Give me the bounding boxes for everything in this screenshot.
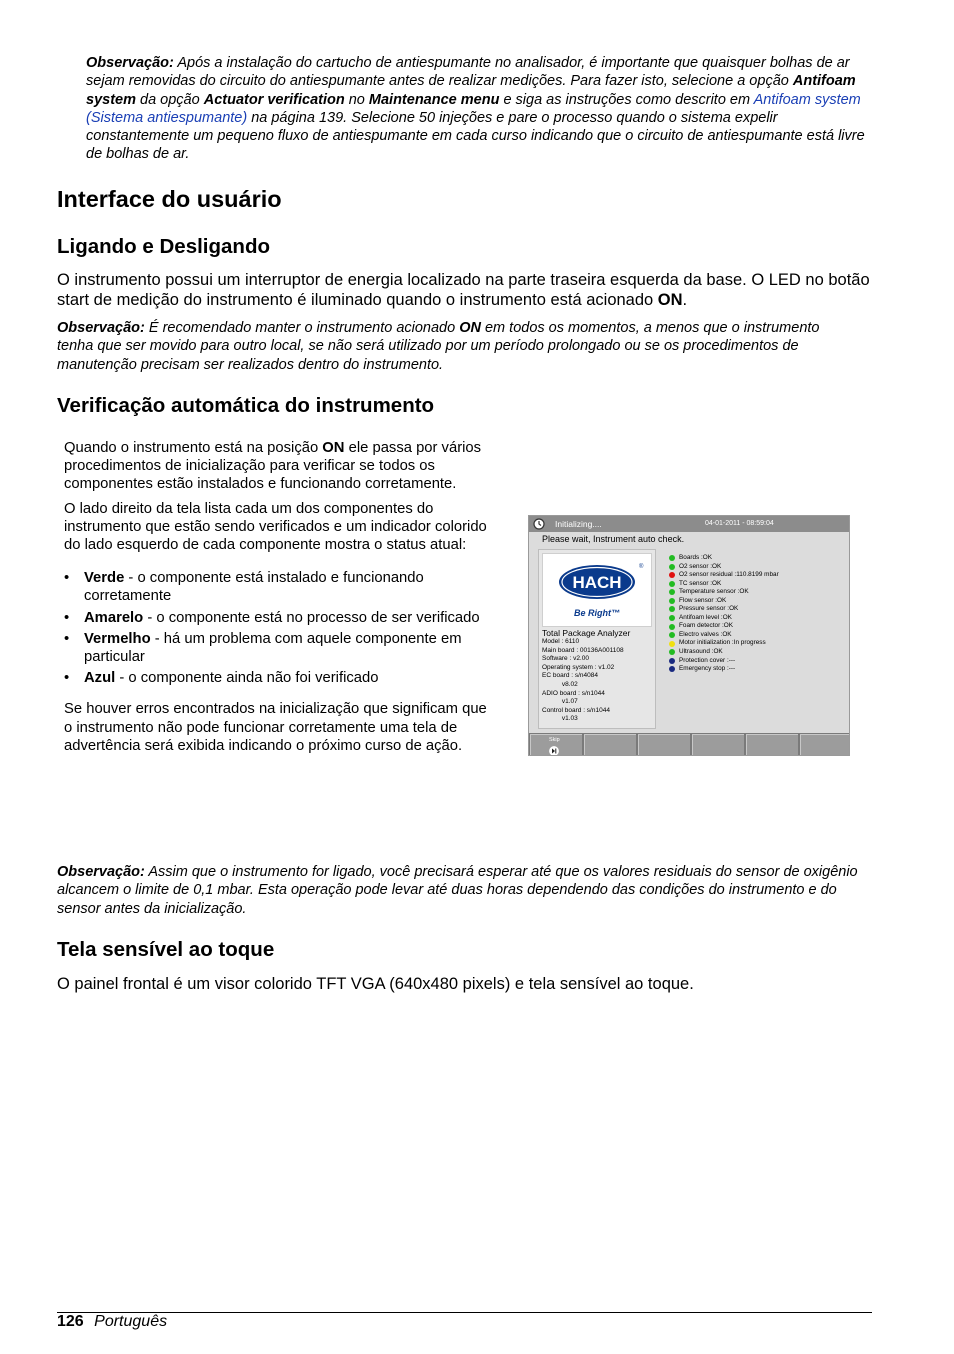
list-item: • Verde - o componente está instalado e funcionando corretamente bbox=[64, 569, 498, 605]
list-item: • Amarelo - o componente está no processo de ser verificado bbox=[64, 609, 498, 627]
auto-check-paragraph-2: O lado direito da tela lista cada um dos componentes do instrumento que estão sendo verificados e um indicador colorido do lado esquerdo de cada componente mostra o status atual: bbox=[64, 500, 487, 554]
status-row bbox=[669, 657, 779, 666]
clock-icon bbox=[533, 518, 545, 530]
status-text: Pressure sensor :OK bbox=[679, 605, 739, 613]
status-text: Electro valves :OK bbox=[679, 630, 732, 638]
footer-language: Português bbox=[94, 1313, 168, 1330]
logo-tagline: Be Right™ bbox=[574, 608, 620, 618]
status-text: Foam detector :OK bbox=[679, 622, 733, 630]
status-text: O2 sensor residual :110.8199 mbar bbox=[679, 571, 779, 579]
instrument-screen bbox=[528, 515, 850, 756]
status-indicator-icon bbox=[669, 581, 675, 587]
status-indicator-icon bbox=[669, 641, 675, 647]
screen-button-4[interactable] bbox=[692, 734, 744, 756]
status-text: Motor initialization :In progress bbox=[679, 639, 766, 647]
footer-divider bbox=[57, 1312, 872, 1313]
note-antifoam: Observação: Após a instalação do cartucho de antiespumante no analisador, é importante que quaisquer bolhas de ar sejam removidas do circuito do antiespumante antes de realizar medições. Para fazer isto, selecione a opção Antifoam system da opção Actuator verification no Maintenance menu e siga as instruções como descrito em Antifoam system (Sistema antiespumante) na página 139. Selecione 50 injeções e pare o processo quando o sistema expelir constantemente um pequeno fluxo de antiespumante em cada curso indicando que o circuito de antiespumante está livre de bolhas de ar. bbox=[86, 55, 865, 163]
screen-button-2[interactable] bbox=[584, 734, 636, 756]
list-item: • Vermelho - há um problema com aquele componente em particular bbox=[64, 630, 498, 666]
status-indicator-icon bbox=[669, 615, 675, 621]
status-indicator-icon bbox=[669, 658, 675, 664]
status-row bbox=[669, 580, 779, 589]
auto-check-paragraph-3: Se houver erros encontrados na inicialização que significam que o instrumento não pode funcionar corretamente uma tela de advertência será exibida indicando o próximo curso de ação. bbox=[64, 701, 487, 754]
product-name: Total Package Analyzer bbox=[542, 628, 631, 638]
screen-title-bar bbox=[529, 516, 849, 532]
touch-screen-paragraph: O painel frontal é um visor colorido TFT VGA (640x480 pixels) e tela sensível ao toque. bbox=[57, 975, 694, 993]
status-row bbox=[669, 648, 779, 657]
status-row bbox=[669, 605, 779, 614]
section-heading-user-interface: Interface do usuário bbox=[57, 186, 282, 212]
status-row bbox=[669, 665, 779, 674]
status-text: O2 sensor :OK bbox=[679, 562, 722, 570]
status-row bbox=[669, 622, 779, 631]
note-label: Observação: bbox=[86, 55, 174, 71]
subheading-touch-screen: Tela sensível ao toque bbox=[57, 938, 275, 961]
status-indicator-icon bbox=[669, 624, 675, 630]
status-text: Boards :OK bbox=[679, 554, 713, 561]
status-row bbox=[669, 597, 779, 606]
note-power: Observação: É recomendado manter o instrumento acionado ON em todos os momentos, a menos que o instrumento tenha que ser movido para outro local, se não será utilizado por um período prolongado ou se os procedimentos de manutenção precisam ser realizados dentro do instrumento. bbox=[57, 320, 820, 373]
status-text: Flow sensor :OK bbox=[679, 596, 727, 604]
status-text: Ultrasound :OK bbox=[679, 648, 723, 656]
status-indicator-icon bbox=[669, 555, 675, 561]
screen-button-5[interactable] bbox=[746, 734, 798, 756]
hach-logo bbox=[542, 553, 652, 627]
status-indicator-icon bbox=[669, 589, 675, 595]
subheading-power: Ligando e Desligando bbox=[57, 235, 270, 258]
status-text: Temperature sensor :OK bbox=[679, 588, 749, 596]
status-indicator-icon bbox=[669, 606, 675, 612]
screen-info-panel bbox=[538, 549, 656, 729]
status-row bbox=[669, 554, 779, 563]
status-indicator-icon bbox=[669, 598, 675, 604]
screen-button-bar bbox=[529, 733, 849, 756]
subheading-auto-check: Verificação automática do instrumento bbox=[57, 394, 435, 417]
status-row bbox=[669, 571, 779, 580]
status-indicator-icon bbox=[669, 632, 675, 638]
antifoam-system-link[interactable]: Antifoam system (Sistema antiespumante) bbox=[86, 91, 861, 126]
status-row bbox=[669, 639, 779, 648]
status-row bbox=[669, 588, 779, 597]
status-text: TC sensor :OK bbox=[679, 579, 722, 587]
status-indicator-icon bbox=[669, 572, 675, 578]
status-row bbox=[669, 563, 779, 572]
auto-check-paragraph-1: Quando o instrumento está na posição ON ele passa por vários procedimentos de inicialização para verificar se todos os componentes estão instalados e funcionando corretamente. bbox=[64, 440, 482, 493]
device-info: Total Package Analyzer Model : 6110 Main board : 00136A001108 Software : v2.00 Operating system : v1.02 EC board : s/n4084 v8.02 ADIO board : s/n1044 v1.07 Control board : s/n1044 v1.03 bbox=[542, 628, 631, 723]
status-row bbox=[669, 614, 779, 623]
status-text: Emergency stop :--- bbox=[679, 665, 736, 673]
screen-wait-message: Please wait, Instrument auto check. bbox=[542, 534, 685, 544]
page-number: 126 bbox=[57, 1313, 84, 1330]
status-text: Antifoam level :OK bbox=[679, 613, 732, 621]
status-text: Protection cover :--- bbox=[679, 656, 736, 664]
list-item: • Azul - o componente ainda não foi verificado bbox=[64, 669, 498, 687]
component-status-list bbox=[669, 554, 779, 674]
status-row bbox=[669, 631, 779, 640]
status-indicator-icon bbox=[669, 666, 675, 672]
logo-text: HACH bbox=[572, 573, 622, 592]
screen-title: Initializing.... bbox=[555, 519, 602, 529]
auto-check-column bbox=[64, 439, 498, 755]
footer bbox=[57, 1313, 167, 1331]
skip-icon bbox=[549, 746, 559, 756]
note-oxygen-sensor: Observação: Assim que o instrumento for ligado, você precisará esperar até que os valores residuais do sensor de oxigênio alcancem o limite de 0,1 mbar. Esta operação pode levar até duas horas dependendo das condições do instrumento e do sensor antes da inicialização. bbox=[57, 864, 858, 917]
screen-button-3[interactable] bbox=[638, 734, 690, 756]
status-indicator-icon bbox=[669, 649, 675, 655]
hach-logo-icon bbox=[543, 554, 651, 626]
screen-datetime: 04-01-2011 - 08:59:04 bbox=[705, 520, 774, 527]
screen-button-6[interactable] bbox=[800, 734, 849, 756]
status-indicator-icon bbox=[669, 564, 675, 570]
logo-registered: ® bbox=[639, 564, 644, 570]
power-paragraph: O instrumento possui um interruptor de energia localizado na parte traseira esquerda da base. O LED no botão start de medição do instrumento é iluminado quando o instrumento está acionado ON. bbox=[57, 271, 870, 309]
status-color-list bbox=[64, 569, 498, 687]
skip-button[interactable]: Skip bbox=[530, 734, 582, 756]
